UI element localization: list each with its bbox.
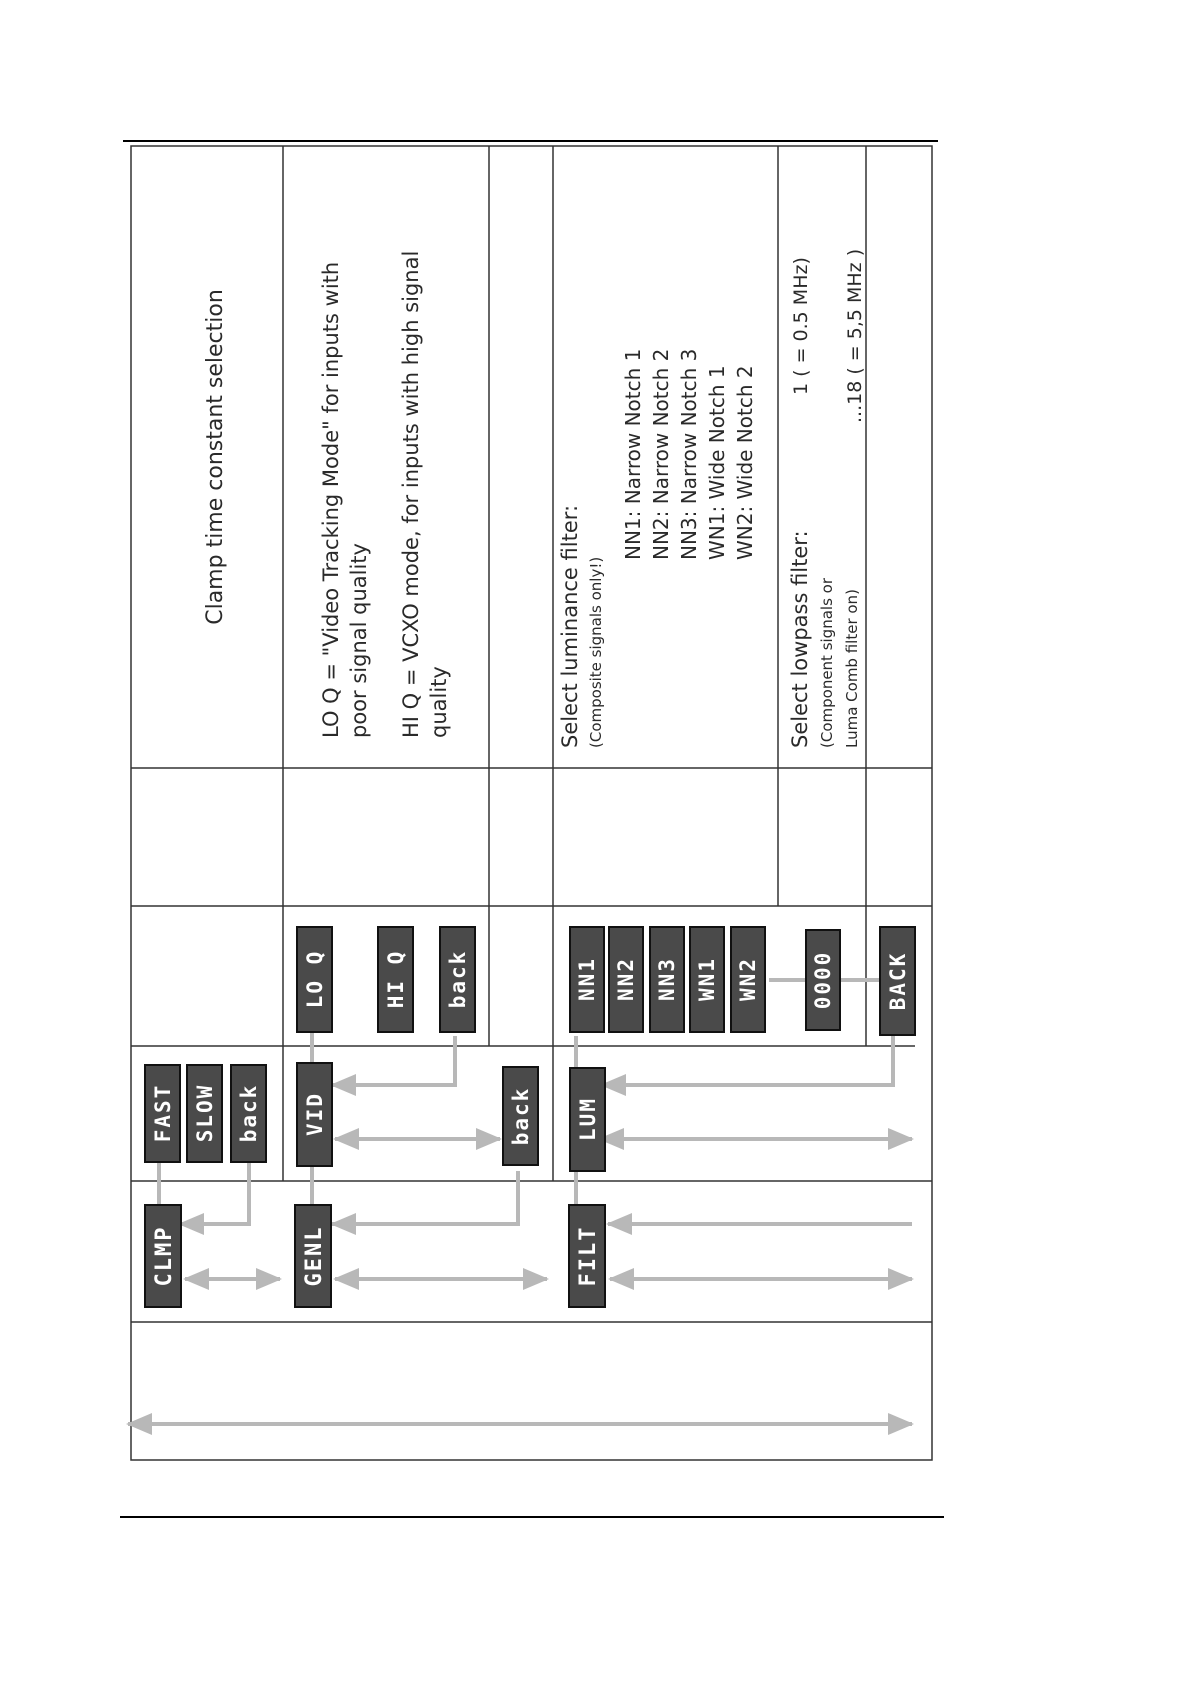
luminance-filter-title: Select luminance filter: <box>558 504 582 748</box>
lowpass-filter-note-cont: Luma Comb filter on) <box>843 589 861 748</box>
display-label: FAST <box>151 1083 175 1143</box>
descriptions <box>203 249 866 748</box>
display-label: FILT <box>576 1225 601 1287</box>
display-label: WN1 <box>695 957 719 1001</box>
display-genl <box>295 1205 331 1307</box>
display-label: back <box>237 1083 261 1143</box>
display-vid-back <box>440 927 475 1032</box>
display-label: NN2 <box>614 957 638 1001</box>
display-wn1 <box>690 927 724 1032</box>
display-label: 0000 <box>811 950 835 1010</box>
luminance-option: WN2: Wide Notch 2 <box>733 365 757 560</box>
display-label: NN3 <box>655 957 679 1001</box>
luminance-option: NN3: Narrow Notch 3 <box>677 348 701 560</box>
display-label: LO Q <box>303 949 327 1009</box>
lowpass-min-value: 1 ( = 0.5 MHz) <box>790 257 812 395</box>
display-lowpass-value <box>806 930 840 1030</box>
lowpass-filter-title: Select lowpass filter: <box>788 530 812 748</box>
vid-back-return <box>332 1036 455 1085</box>
display-nn2 <box>609 927 643 1032</box>
display-filt <box>569 1205 605 1307</box>
lo-q-description-cont: poor signal quality <box>347 543 371 738</box>
clamp-description: Clamp time constant selection <box>203 289 228 625</box>
display-label: back <box>509 1086 533 1146</box>
display-hi-q <box>378 927 413 1032</box>
hi-q-description-cont: quality <box>427 666 451 738</box>
lcd-displays <box>145 927 915 1307</box>
hi-q-description: HI Q = VCXO mode, for inputs with high signal <box>399 250 423 738</box>
lowpass-max-value: ...18 ( = 5,5 MHz ) <box>844 248 866 423</box>
luminance-option: NN1: Narrow Notch 1 <box>621 348 645 560</box>
luminance-option: WN1: Wide Notch 1 <box>705 365 729 560</box>
display-label: WN2 <box>736 957 760 1001</box>
luminance-filter-note: (Composite signals only!) <box>587 556 605 748</box>
lo-q-description: LO Q = "Video Tracking Mode" for inputs with <box>319 261 343 738</box>
genl-back-return <box>332 1171 518 1224</box>
display-wn2 <box>731 927 765 1032</box>
display-clmp <box>145 1205 181 1307</box>
lowpass-filter-note: (Component signals or <box>818 577 836 748</box>
display-label: CLMP <box>152 1225 177 1287</box>
display-label: GENL <box>302 1225 327 1287</box>
display-label: HI Q <box>384 949 408 1009</box>
display-label: LUM <box>576 1097 600 1141</box>
display-clmp-back <box>231 1065 266 1162</box>
display-lum <box>570 1068 605 1171</box>
display-label: back <box>446 949 470 1009</box>
display-label: BACK <box>886 951 910 1011</box>
display-nn1 <box>570 927 604 1032</box>
display-slow <box>187 1065 222 1162</box>
display-lo-q <box>297 927 332 1032</box>
display-fast <box>145 1065 180 1162</box>
filt-back-return <box>602 1036 893 1085</box>
display-label: NN1 <box>575 957 599 1001</box>
display-genl-back <box>503 1067 538 1165</box>
display-nn3 <box>650 927 684 1032</box>
display-vid <box>297 1063 332 1166</box>
display-label: SLOW <box>193 1083 217 1143</box>
luminance-option: NN2: Narrow Notch 2 <box>649 348 673 560</box>
display-label: VID <box>303 1092 327 1136</box>
display-filt-back <box>880 927 915 1035</box>
